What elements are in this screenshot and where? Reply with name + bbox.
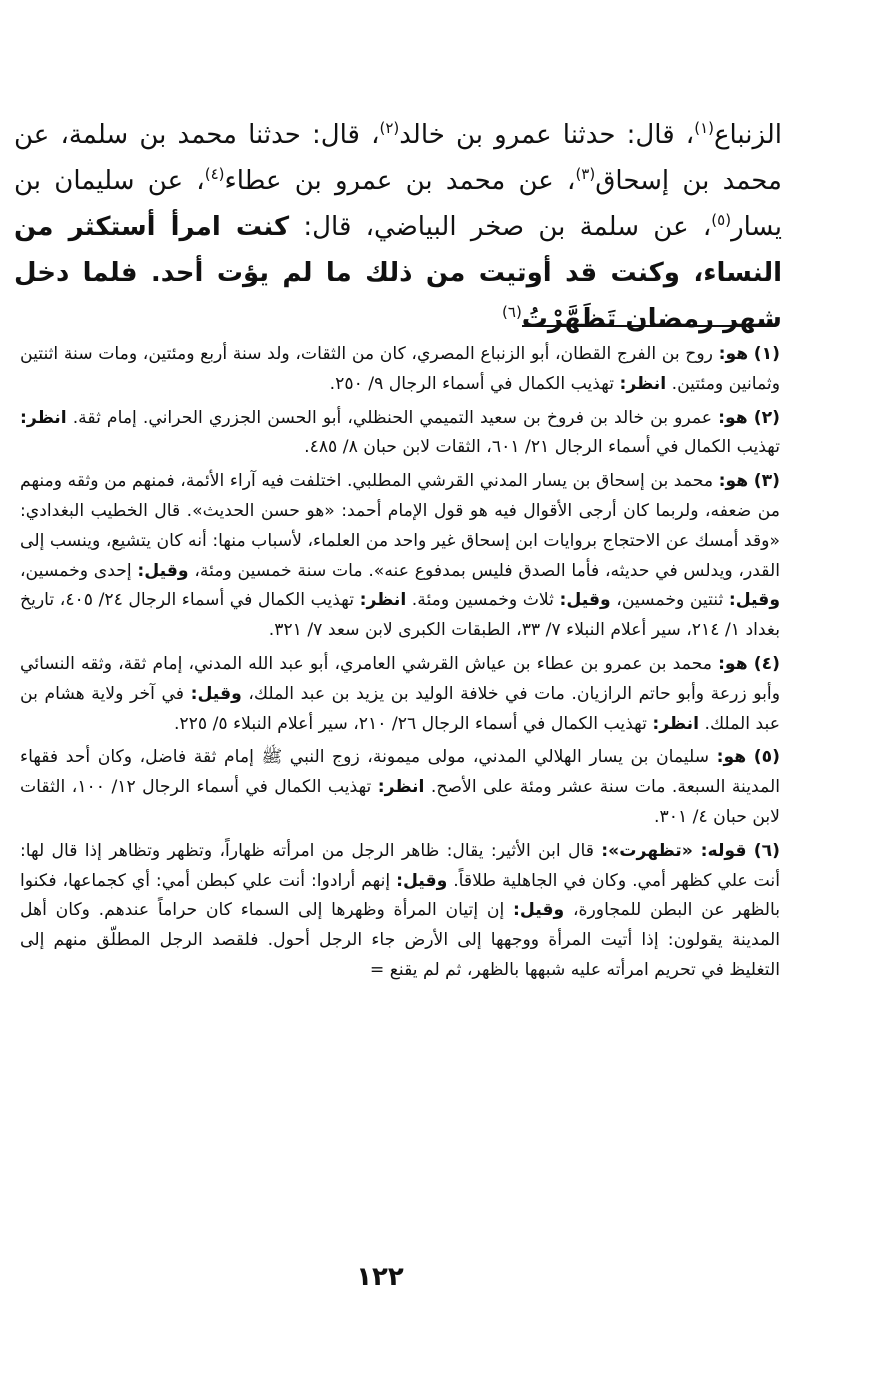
footnotes <box>20 340 780 990</box>
footnote-label: هو: <box>718 471 749 492</box>
footnote-number: (٤) <box>753 653 780 674</box>
source-label: انظر: <box>20 407 67 428</box>
footnote-sources: تهذيب الكمال في أسماء الرجال ٩/ ٢٥٠. <box>329 373 615 394</box>
alt-opinion-label: وقيل: <box>137 560 189 581</box>
footnote-sources: تهذيب الكمال في أسماء الرجال ١٢/ ١٠٠، الثقات لابن حبان ٤/ ٣٠١. <box>20 777 780 827</box>
source-label: انظر: <box>377 777 425 798</box>
footnote-label: قوله: «تظهرت»: <box>601 840 747 861</box>
page-number: ١٢٢ <box>356 1262 404 1292</box>
footnote-text: روح بن الفرج القطان، أبو الزنباع المصري، كان من الثقات، ولد سنة أربع ومئتين، ومات سنة اثنتين وثمانين ومئتين. <box>20 344 780 394</box>
footnote-ref-3[interactable]: (٣) <box>575 165 596 183</box>
alt-opinion-text: ثلاث وخمسين ومئة. <box>411 590 554 611</box>
main-segment: ، قال: حدثنا محمد بن سلمة، عن محمد بن إسحاق <box>14 120 782 196</box>
alt-opinion-label: وقيل: <box>559 590 611 611</box>
alt-opinion-text: ثنتين وخمسين، <box>616 590 724 611</box>
footnote-3 <box>20 467 780 646</box>
footnote-sources: تهذيب الكمال في أسماء الرجال ٢١/ ٦٠١، الثقات لابن حبان ٨/ ٤٨٥. <box>304 437 780 458</box>
footnote-2 <box>20 404 780 464</box>
main-segment: ، عن سليمان بن يسار <box>14 166 782 242</box>
source-label: انظر: <box>359 590 407 611</box>
footnote-text: محمد بن عمرو بن عطاء بن عياش القرشي العامري، أبو عبد الله المدني، إمام ثقة، وثقه النسائي وأبو زرعة وأبو حاتم الرازيان. مات في خلافة الوليد بن يزيد بن عبد الملك، <box>20 653 780 704</box>
footnote-ref-4[interactable]: (٤) <box>204 165 225 183</box>
alt-opinion-label: وقيل: <box>396 870 448 891</box>
footnote-ref-5[interactable]: (٥) <box>711 211 732 229</box>
footnote-text: محمد بن إسحاق بن يسار المدني القرشي المطلبي. اختلفت فيه آراء الأئمة، فمنهم من وثقه ومنهم من ضعفه، ولربما كان أرجى الأقوال فيه هو قول الإمام أحمد: «هو حسن الحديث». قال الخطيب البغدادي: «وقد أمسك عن الاحتجاج بروايات ابن إسحاق غير واحد من العلماء، لأسباب منها: أنه كان يتشيع، وينسب إلى القدر، ويدلس في حديثه، فأما الصدق فليس بمدفوع عنه». مات سنة خمسين ومئة، <box>20 471 780 581</box>
footnote-ref-2[interactable]: (٢) <box>379 119 400 137</box>
footnote-1 <box>20 340 780 400</box>
main-segment: الزنباع <box>713 120 782 150</box>
footnote-label: هو: <box>718 407 748 428</box>
alt-opinion-label: وقيل: <box>190 683 242 704</box>
main-segment: ، عن محمد بن عمرو بن عطاء <box>224 166 576 196</box>
footnote-5 <box>20 743 780 832</box>
footnote-number: (٢) <box>753 407 780 428</box>
alt-opinion-text: إن إتيان المرأة وظهرها إلى السماء كان حراماً عندهم. وكان أهل المدينة يقولون: إذا أتيت المرأة ووجهها إلى الأرض جاء الرجل أحول. فلقصد الرجل المطلّق منهم إلى التغليظ في تحريم امرأته عليه شبهها بالظهر، ثم لم يقنع = <box>20 900 780 980</box>
footnote-label: هو: <box>716 747 747 768</box>
alt-opinion-text: في آخر ولاية هشام بن عبد الملك. <box>20 683 780 734</box>
footnote-4 <box>20 650 780 739</box>
main-segment: ، قال: حدثنا عمرو بن خالد <box>399 120 695 150</box>
footnote-6 <box>20 837 780 986</box>
footnote-ref-1[interactable]: (١) <box>694 119 714 137</box>
main-segment: ، عن سلمة بن صخر البياضي، قال: <box>303 212 712 242</box>
footnote-label: هو: <box>718 344 749 364</box>
footnote-number: (٥) <box>753 747 781 768</box>
footnote-separator <box>522 325 774 327</box>
footnote-text: عمرو بن خالد بن فروخ بن سعيد التميمي الحنظلي، أبو الحسن الجزري الحراني. إمام ثقة. <box>72 407 713 428</box>
footnote-text: قال ابن الأثير: يقال: ظاهر الرجل من امرأته ظهاراً، وتظهر وتظاهر إذا قال لها: أنت علي كظهر أمي. وكان في الجاهلية طلاقاً. <box>20 840 780 891</box>
footnote-sources: تهذيب الكمال في أسماء الرجال ٢٦/ ٢١٠، سير أعلام النبلاء ٥/ ٢٢٥. <box>173 713 647 734</box>
footnote-label: هو: <box>718 653 748 674</box>
footnote-number: (١) <box>753 344 780 364</box>
hadith-paragraph <box>14 112 782 342</box>
source-label: انظر: <box>652 713 700 734</box>
footnote-text: سليمان بن يسار الهلالي المدني، مولى ميمونة، زوج النبي ﷺ إمام ثقة فاضل، وكان أحد فقهاء المدينة السبعة. مات سنة عشر ومئة على الأصح. <box>20 747 781 798</box>
alt-opinion-label: وقيل: <box>728 590 780 611</box>
footnote-number: (٦) <box>753 840 780 861</box>
alt-opinion-text: إنهم أرادوا: أنت علي كبطن أمي: أي كجماعها، فكنوا بالظهر عن البطن للمجاورة، <box>20 870 780 921</box>
source-label: انظر: <box>619 373 667 394</box>
footnote-number: (٣) <box>753 471 780 492</box>
alt-opinion-text: إحدى وخمسين، <box>20 560 132 581</box>
alt-opinion-label: وقيل: <box>513 900 565 921</box>
footnote-ref-6[interactable]: (٦) <box>502 303 522 321</box>
hadith-quote: كنت امرأ أستكثر من النساء، وكنت قد أوتيت من ذلك ما لم يؤت أحد. فلما دخل شهر رمضان تَظَهَّرْتُ <box>14 212 782 334</box>
main-text <box>14 112 782 342</box>
footnote-sources: تهذيب الكمال في أسماء الرجال ٢٤/ ٤٠٥، تاريخ بغداد ١/ ٢١٤، سير أعلام النبلاء ٧/ ٣٣، الطبقات الكبرى لابن سعد ٧/ ٣٢١. <box>20 590 780 641</box>
